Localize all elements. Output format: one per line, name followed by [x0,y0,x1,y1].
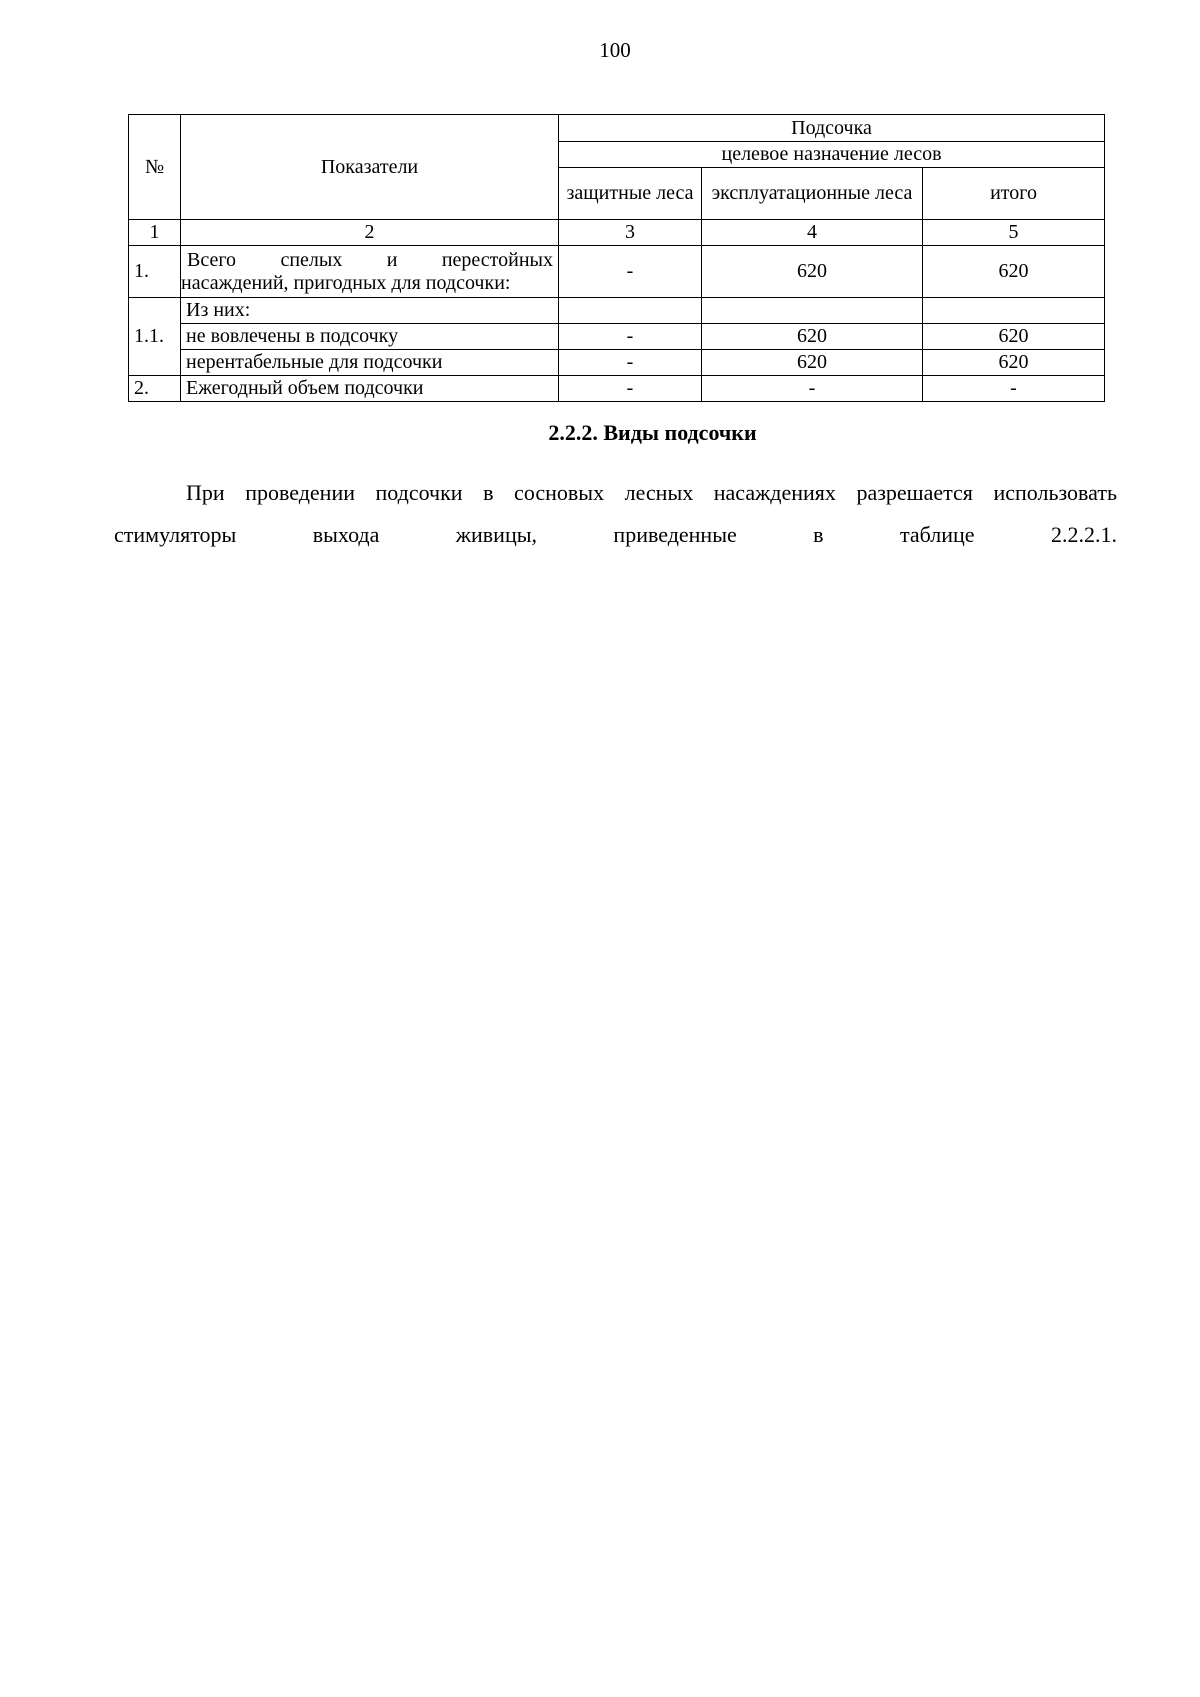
table-row [129,350,1105,376]
row-protective: - [559,246,702,298]
page-number: 100 [599,38,631,62]
table-row [129,246,1105,298]
row-num: 1.1. [129,298,181,376]
header-exploitation: эксплуатационные леса [702,168,923,220]
row-empty [702,298,923,324]
index-cell: 5 [923,220,1105,246]
row-total: 620 [923,246,1105,298]
row-exploitation: 620 [702,324,923,350]
row-total: 620 [923,350,1105,376]
row-empty [559,298,702,324]
tapping-table [128,114,1105,402]
row-label-line1: Всего спелых и перестойных [187,248,553,271]
header-subgroup: целевое назначение лесов [559,142,1105,168]
header-indicators: Показатели [181,115,559,220]
row-label: Ежегодный объем подсочки [181,376,559,402]
index-cell: 1 [129,220,181,246]
header-protective: защитные леса [559,168,702,220]
index-cell: 4 [702,220,923,246]
row-label-line2: насаждений, пригодных для подсочки: [181,271,511,294]
table-row [129,298,1105,324]
row-protective: - [559,376,702,402]
index-row [129,220,1105,246]
index-cell: 2 [181,220,559,246]
row-label [181,246,559,298]
row-protective: - [559,350,702,376]
row-total: 620 [923,324,1105,350]
row-exploitation: 620 [702,350,923,376]
row-exploitation: 620 [702,246,923,298]
body-paragraph: При проведении подсочки в сосновых лесных насаждениях разрешается использовать стимуляторы выхода живицы, приведенные в таблице 2.2.2.1. [114,480,1117,547]
row-label: Из них: [181,298,559,324]
header-num: № [129,115,181,220]
table-row [129,376,1105,402]
header-group: Подсочка [559,115,1105,142]
index-cell: 3 [559,220,702,246]
row-num: 2. [129,376,181,402]
row-exploitation: - [702,376,923,402]
header-total: итого [923,168,1105,220]
row-total: - [923,376,1105,402]
row-empty [923,298,1105,324]
row-protective: - [559,324,702,350]
row-label: нерентабельные для подсочки [181,350,559,376]
row-label: не вовлечены в подсочку [181,324,559,350]
section-title: 2.2.2. Виды подсочки [548,420,757,445]
table-row [129,324,1105,350]
row-num: 1. [129,246,181,298]
